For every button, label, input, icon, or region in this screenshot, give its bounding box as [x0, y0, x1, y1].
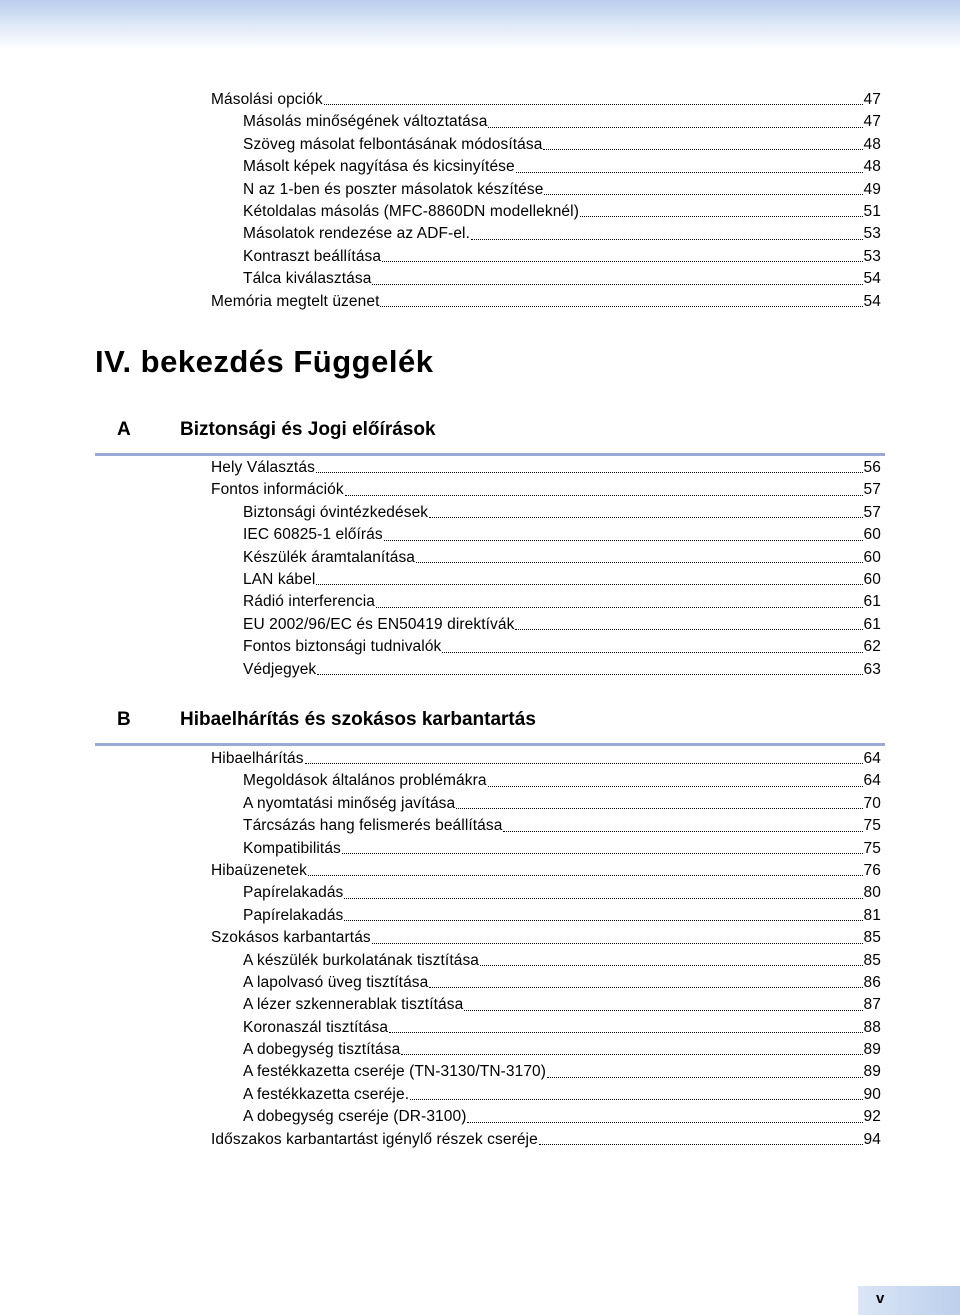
dot-leader [464, 1010, 862, 1011]
toc-entry-title: Szokásos karbantartás [211, 929, 371, 947]
toc-entry[interactable] [243, 201, 881, 223]
toc-entry-page: 54 [863, 270, 881, 288]
toc-entry-title: Biztonsági óvintézkedések [243, 503, 429, 521]
dot-leader [544, 194, 862, 195]
toc-entry-page: 47 [863, 113, 881, 131]
toc-entry[interactable] [243, 905, 881, 927]
toc-entry-title: Fontos biztonsági tudnivalók [243, 638, 442, 656]
toc-entry-page: 88 [863, 1018, 881, 1036]
dot-leader [344, 920, 862, 921]
toc-entry-page: 81 [863, 906, 881, 924]
toc-entry-page: 85 [863, 929, 881, 947]
dot-leader [515, 629, 862, 630]
toc-entry-title: Papírelakadás [243, 884, 344, 902]
header-band [0, 0, 960, 50]
toc-entry-page: 48 [863, 158, 881, 176]
dot-leader [401, 1054, 862, 1055]
toc-entry-title: Megoldások általános problémákra [243, 772, 487, 790]
toc-entry-title: Rádió interferencia [243, 593, 375, 611]
toc-entry[interactable] [211, 1129, 881, 1151]
toc-entry[interactable] [243, 156, 881, 178]
toc-entry-page: 61 [863, 615, 881, 633]
dot-leader [342, 853, 863, 854]
toc-entry[interactable] [243, 591, 881, 613]
toc-entry-page: 87 [863, 996, 881, 1014]
dot-leader [376, 607, 863, 608]
toc-entry-title: A dobegység cseréje (DR-3100) [243, 1108, 467, 1126]
toc-entry-page: 92 [863, 1108, 881, 1126]
dot-leader [372, 943, 863, 944]
dot-leader [456, 808, 862, 809]
toc-entry[interactable] [243, 223, 881, 245]
toc-entry-title: Hibaelhárítás [211, 750, 304, 767]
dot-leader [416, 562, 863, 563]
dot-leader [480, 965, 863, 966]
toc-entry[interactable] [243, 972, 881, 994]
dot-leader [345, 495, 863, 496]
toc-entry[interactable] [243, 1017, 881, 1039]
toc-entry-page: 75 [863, 817, 881, 835]
toc-entry[interactable] [211, 89, 881, 111]
dot-leader [380, 306, 862, 307]
toc-entry[interactable] [211, 927, 881, 949]
toc-entry-page: 76 [863, 861, 881, 879]
dot-leader [539, 1144, 863, 1145]
toc-list-section-iii [0, 89, 960, 313]
toc-entry-title: Tálca kiválasztása [243, 270, 372, 288]
dot-leader [305, 763, 863, 764]
dot-leader [471, 239, 863, 240]
dot-leader [488, 127, 862, 128]
toc-entry[interactable] [243, 547, 881, 569]
toc-entry-title: A lézer szkennerablak tisztítása [243, 996, 464, 1014]
toc-entry-title: Fontos információk [211, 481, 344, 499]
chapter-title[interactable]: Biztonsági és Jogi előírások [180, 419, 436, 440]
toc-entry-title: A festékkazetta cseréje. [243, 1085, 410, 1103]
dot-leader [429, 987, 862, 988]
chapter-heading-a [95, 413, 885, 456]
toc-entry-page: 61 [863, 593, 881, 611]
toc-entry-title: LAN kábel [243, 570, 316, 588]
dot-leader [389, 1032, 862, 1033]
chapter-letter: B [117, 709, 131, 730]
toc-entry[interactable] [243, 793, 881, 815]
chapter-title[interactable]: Hibaelhárítás és szokásos karbantartás [180, 709, 536, 730]
toc-entry-page: 75 [863, 839, 881, 857]
toc-entry-page: 64 [863, 772, 881, 790]
toc-entry[interactable] [243, 524, 881, 546]
toc-entry-title: Koronaszál tisztítása [243, 1018, 389, 1036]
toc-entry-page: 62 [863, 638, 881, 656]
toc-entry[interactable] [243, 1061, 881, 1083]
toc-entry-page: 57 [863, 503, 881, 521]
toc-entry[interactable] [243, 815, 881, 837]
dot-leader [580, 216, 863, 217]
page-number: v [876, 1290, 885, 1307]
dot-leader [316, 584, 862, 585]
dot-leader [372, 284, 862, 285]
toc-entry-page: 89 [863, 1063, 881, 1081]
toc-entry-title: A nyomtatási minőség javítása [243, 794, 456, 812]
toc-entry-title: Papírelakadás [243, 906, 344, 924]
toc-entry-page: 60 [863, 570, 881, 588]
toc-entry-page: 49 [863, 180, 881, 198]
toc-entry[interactable] [211, 457, 881, 479]
toc-entry[interactable] [243, 268, 881, 290]
toc-entry-title: Tárcsázás hang felismerés beállítása [243, 817, 503, 835]
toc-entry-title: Másolás minőségének változtatása [243, 113, 488, 131]
dot-leader [543, 149, 862, 150]
toc-entry-page: 86 [863, 973, 881, 991]
toc-entry-title: Védjegyek [243, 660, 317, 678]
toc-entry-title: Kontraszt beállítása [243, 247, 382, 265]
toc-entry[interactable] [243, 111, 881, 133]
toc-entry-page: 94 [863, 1130, 881, 1148]
toc-entry-title: A készülék burkolatának tisztítása [243, 951, 480, 969]
dot-leader [547, 1077, 863, 1078]
dot-leader [442, 652, 862, 653]
toc-entry-page: 60 [863, 548, 881, 566]
toc-entry[interactable] [243, 614, 881, 636]
toc-entry-page: 51 [863, 202, 881, 220]
toc-entry[interactable] [243, 134, 881, 156]
toc-entry[interactable] [243, 838, 881, 860]
toc-entry[interactable] [243, 569, 881, 591]
toc-entry-title: Kétoldalas másolás (MFC-8860DN modelleknél) [243, 202, 579, 220]
toc-entry-title: N az 1-ben és poszter másolatok készítése [243, 180, 544, 198]
toc-entry-page: 48 [863, 135, 881, 153]
toc-entry-page: 80 [863, 884, 881, 902]
dot-leader [384, 540, 863, 541]
toc-entry-page: 54 [863, 292, 881, 310]
toc-entry-title: A festékkazetta cseréje (TN-3130/TN-3170) [243, 1063, 547, 1081]
toc-entry[interactable] [243, 636, 881, 658]
dot-leader [429, 517, 862, 518]
toc-entry-title: Időszakos karbantartást igénylő részek cseréje [211, 1130, 538, 1148]
toc-entry-page: 85 [863, 951, 881, 969]
toc-entry-page: 89 [863, 1041, 881, 1059]
toc-entry-title: A dobegység tisztítása [243, 1041, 401, 1059]
toc-entry[interactable] [211, 479, 881, 501]
toc-entry-title: Szöveg másolat felbontásának módosítása [243, 135, 543, 153]
chapter-heading-b [95, 703, 885, 746]
toc-entry-title: Készülék áramtalanítása [243, 548, 416, 566]
toc-entry-title: IEC 60825-1 előírás [243, 526, 383, 544]
toc-entry-page: 53 [863, 225, 881, 243]
toc-entry[interactable] [243, 770, 881, 792]
toc-entry[interactable] [243, 1106, 881, 1128]
toc-entry[interactable] [211, 748, 881, 770]
dot-leader [516, 172, 863, 173]
toc-entry-title: Másolt képek nagyítása és kicsinyítése [243, 158, 515, 176]
toc-entry-title: Másolási opciók [211, 91, 323, 108]
toc-entry-page: 60 [863, 526, 881, 544]
toc-entry-page: 53 [863, 247, 881, 265]
toc-entry-page: 90 [863, 1085, 881, 1103]
toc-entry-title: EU 2002/96/EC és EN50419 direktívák [243, 615, 515, 633]
toc-entry-page: 56 [863, 459, 881, 476]
toc-entry[interactable] [211, 860, 881, 882]
dot-leader [308, 875, 863, 876]
toc-entry-title: A lapolvasó üveg tisztítása [243, 973, 429, 991]
dot-leader [324, 104, 863, 105]
toc-entry-title: Memória megtelt üzenet [211, 292, 380, 310]
toc-entry[interactable] [243, 950, 881, 972]
dot-leader [344, 898, 862, 899]
toc-entry[interactable] [211, 291, 881, 313]
toc-entry[interactable] [243, 659, 881, 681]
dot-leader [316, 472, 863, 473]
toc-entry-page: 57 [863, 481, 881, 499]
dot-leader [382, 261, 862, 262]
toc-entry-page: 47 [863, 91, 881, 108]
toc-entry[interactable] [243, 502, 881, 524]
toc-entry-title: Kompatibilitás [243, 839, 341, 857]
toc-entry[interactable] [243, 882, 881, 904]
toc-entry-page: 63 [863, 660, 881, 678]
toc-entry[interactable] [243, 1084, 881, 1106]
dot-leader [410, 1099, 862, 1100]
dot-leader [467, 1122, 862, 1123]
part-title: IV. bekezdés Függelék [95, 344, 434, 379]
dot-leader [488, 786, 863, 787]
toc-entry-page: 64 [863, 750, 881, 767]
chapter-letter: A [117, 419, 131, 440]
toc-entry-page: 70 [863, 794, 881, 812]
page-number-tab [858, 1286, 960, 1315]
toc-entry-title: Másolatok rendezése az ADF-el. [243, 225, 470, 243]
toc-entry[interactable] [243, 1039, 881, 1061]
toc-list-chapter-a [0, 457, 960, 681]
toc-entry-title: Hibaüzenetek [211, 861, 307, 879]
dot-leader [317, 674, 862, 675]
toc-entry-title: Hely Választás [211, 459, 315, 476]
toc-list-chapter-b [0, 748, 960, 1151]
toc-entry[interactable] [243, 246, 881, 268]
toc-entry[interactable] [243, 179, 881, 201]
toc-entry[interactable] [243, 994, 881, 1016]
dot-leader [503, 831, 862, 832]
